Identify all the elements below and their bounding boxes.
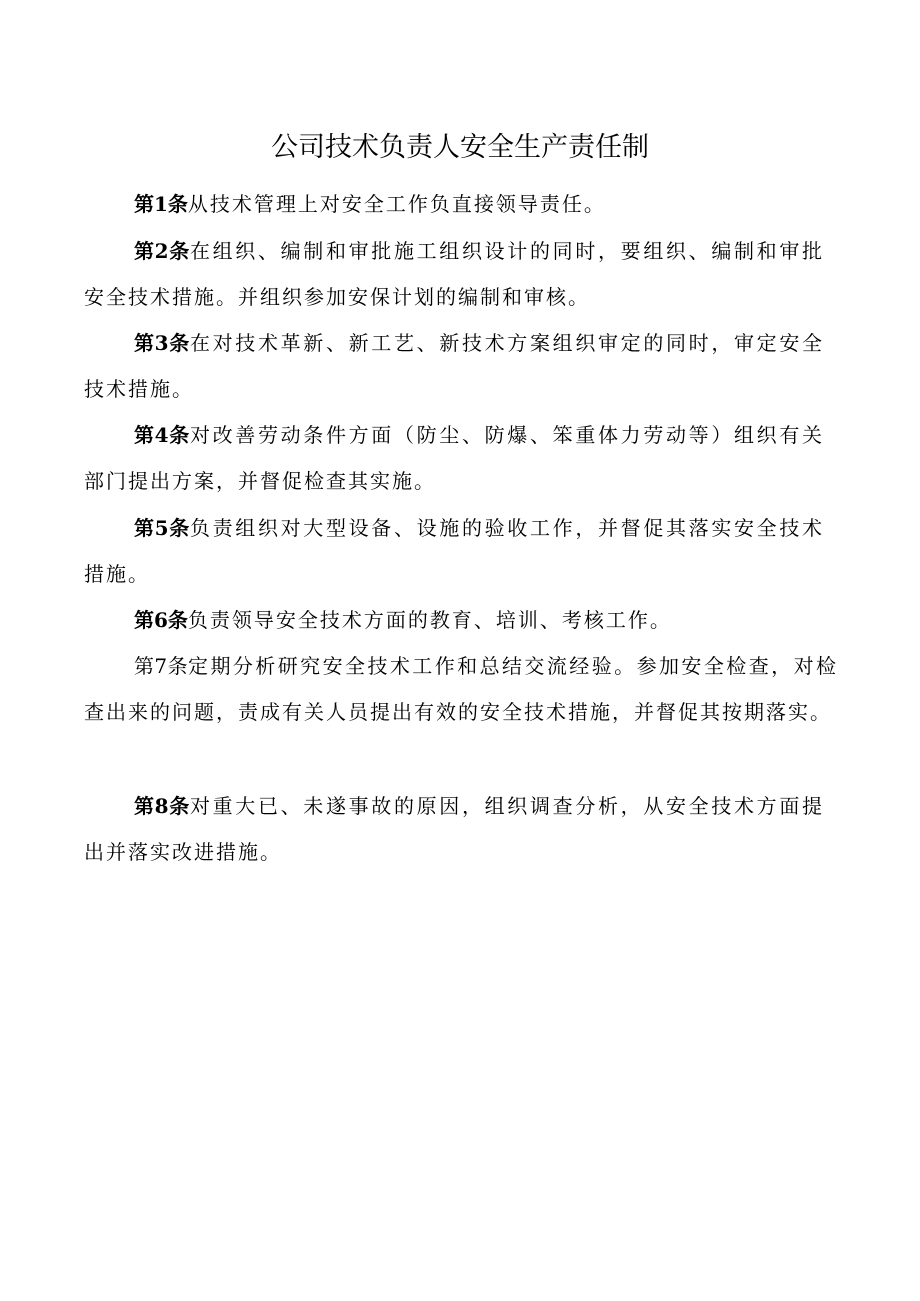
article-number: 第2条 xyxy=(134,239,190,263)
article-text: 对改善劳动条件方面（防尘、防爆、笨重体力劳动等）组织有关部门提出方案，并督促检查其实施。 xyxy=(84,423,825,493)
article-2 xyxy=(84,228,824,320)
document-title: 公司技术负责人安全生产责任制 xyxy=(271,132,649,163)
article-text: 从技术管理上对安全工作负直接领导责任。 xyxy=(187,192,606,216)
article-3 xyxy=(84,320,824,412)
article-6 xyxy=(84,597,824,643)
article-number: 第3条 xyxy=(134,331,190,355)
article-number: 第1条 xyxy=(134,192,188,216)
article-number: 第4条 xyxy=(134,423,190,447)
article-text: 对重大已、未遂事故的原因，组织调查分析，从安全技术方面提出并落实改进措施。 xyxy=(84,794,825,864)
article-number: 第6条 xyxy=(134,608,188,632)
article-text: 在对技术革新、新工艺、新技术方案组织审定的同时，审定安全技术措施。 xyxy=(84,331,825,401)
article-4 xyxy=(84,412,824,504)
article-number: 第7条 xyxy=(134,654,189,678)
article-text: 负责领导安全技术方面的教育、培训、考核工作。 xyxy=(187,608,672,632)
article-number: 第8条 xyxy=(134,794,190,818)
article-8 xyxy=(84,783,824,875)
article-text: 定期分析研究安全技术工作和总结交流经验。参加安全检查，对检查出来的问题，责成有关人员提出有效的安全技术措施，并督促其按期落实。 xyxy=(84,654,838,724)
article-number: 第5条 xyxy=(134,516,190,540)
article-7 xyxy=(84,643,838,735)
article-5 xyxy=(84,505,824,597)
article-1 xyxy=(84,181,824,227)
article-text: 在组织、编制和审批施工组织设计的同时，要组织、编制和审批安全技术措施。并组织参加安保计划的编制和审核。 xyxy=(84,239,825,309)
article-text: 负责组织对大型设备、设施的验收工作，并督促其落实安全技术措施。 xyxy=(84,516,825,586)
